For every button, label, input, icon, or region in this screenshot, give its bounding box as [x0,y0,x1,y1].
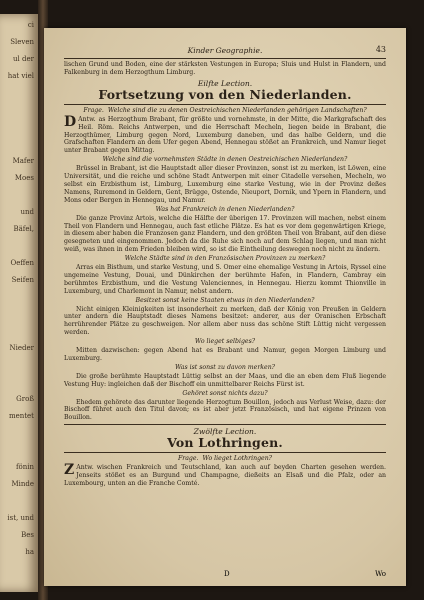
left-page-line [2,359,34,371]
answer-text: as Herzogthum Brabant, für größte und vornehmste, in der Mitte, die Markgrafschaft des Heil. Röm. Reichs Antwerpen, und die Herrschaft Mecheln, liegen beide in Brabant, die Herzogthümer, Limburg gegen Nord, Luxemburg daneben, und das halbe Geldern, und die Grafschaften Flandern an dem Ufer gegen Abend, Hennegau stößet an Frankreich, und Namur lieget unter Brabant gegen Mittag. [64,115,386,155]
left-page-line: mentet [8,412,34,420]
question-label: Frage. [177,455,199,463]
left-page-line [2,189,34,201]
left-page-line: fönin [15,463,34,471]
drop-cap: Z [64,462,75,479]
left-page-line [2,376,34,388]
left-page-line [2,563,34,575]
answer-text: wischen Frankreich und Teutschland, kan auch auf beyden Charten gesehen werden. Jenseits stößet es an Burgund und Champagne, dießeits an Elsaß und die Pfalz, oder an Luxembourg, unten an die Franche Comté. [64,464,386,487]
running-head: Kinder Geographie. [187,46,263,55]
left-page-line [2,104,34,116]
page-number: 43 [375,45,386,54]
lesson-11-heading: Fortsetzung von den Niederlanden. [98,86,352,102]
divider-rule [64,424,386,425]
book-page [44,28,406,586]
left-page-line: hat viel [7,72,34,80]
question: Gehöret sonst nichts dazu? [182,389,268,397]
question-text: Wo lieget Lothringen? [202,455,272,463]
left-page-line [2,444,34,456]
question: Was ist sonst zu davon merken? [174,363,275,371]
lesson-11-title: Eilfte Lection. [197,78,253,88]
left-page-line: Minde [11,480,34,488]
left-page-line [2,308,34,320]
answer [64,464,386,488]
question: Besitzet sonst keine Staaten etwas in den Niederlanden? [135,296,315,304]
left-page-line: ha [25,548,34,556]
left-page-edge [0,14,38,592]
left-page-line: ist, und [7,514,34,522]
left-page-line: und [20,208,34,216]
left-page-line: ci [27,21,34,29]
answer-label: Antw. [76,464,94,472]
answer-text: Arras ein Bisthum, und starke Vestung, und S. Omer eine ehemalige Vestung in Artois, Ryssel eine ungemeine Vestung, Douai, und Dünkirchen der berühmte Hafen, in Flandern, Cambray ein berühmtes Erzbisthum, und die Vestung Valenciennes, in Hennegau. Hierzu kommt Thionville in Luxemburg, und Charlemont in Namur, nebst andern. [64,264,386,295]
question [64,107,386,115]
lesson-12-title: Zwölfte Lection. [193,427,257,437]
question: Was hat Frankreich in denen Niederlanden? [155,205,295,213]
left-page-line: Bes [21,531,34,539]
answer-text: Die ganze Provinz Artois, welche die Hälfte der überigen 17. Provinzen will machen, nebst einem Theil von Flandern und Hennegau, auch fast etliche Plätze. Es hat es vor dem gegenwärtigen Kriege, in diesem aber haben die Franzosen ganz Flandern, und den größten Theil von Brabant, auf den diese gesegneten und eingenommen. Jedoch da die Ruhe sich noch auf dem Schlag liegen, und man nicht weiß, was ihnen in dem Frieden bleiben wird, so ist die Eintheilung deswegen noch nicht zu ändern. [64,214,386,254]
left-page-line: Nieder [9,344,34,352]
left-page-line: Sleven [10,38,34,46]
drop-cap: D [64,113,77,130]
left-page-line [2,325,34,337]
page-content [64,46,386,488]
answer-text: Mitten dazwischen: gegen Abend hat es Brabant und Namur, gegen Morgen Limburg und Luxemburg. [64,347,386,362]
left-page-line [2,138,34,150]
answer-label: Antw. [78,115,96,123]
page-header [64,46,386,59]
answer-text: Nicht einigen Kleinigkeiten ist insonderheit zu merken, daß der König von Preußen in Geldern unter andern die Hauptstadt dieses Namens besitzet: anderer, aus der Oranischen Erbschaft herrührender Plätze zu geschweigen. Nor allem aber nuss das schöne Stift Lüttig nicht vergessen werden. [64,305,386,337]
divider-rule [64,104,386,105]
left-page-line: Seifen [11,276,34,284]
question-text: Welche sind die zu denen Oestreichischen Niederlanden gehörigen Landschaften? [107,106,367,114]
question-label: Frage. [83,106,104,114]
question: Wo lieget selbiges? [194,338,256,346]
left-page-line [2,427,34,439]
left-page-line: ul der [13,55,34,63]
catchword: Wo [375,570,386,578]
divider-rule [64,452,386,453]
left-page-line [2,580,34,592]
answer-text: Ehedem gehörete das darunter liegende Herzogtum Bouillon, jedoch aus Verlust Weise, dazu: der Bischoff führet auch den Titul davon; es ist aber jetzt Französisch, und hat eigene Prinzen von Bouillon. [64,398,386,422]
answer-text: Die große berühmte Hauptstadt Lüttig selbst an der Maas, und die an eben dem Fluß liegende Vestung Huy: ingleichen daß der Bischoff ein unmittelbarer Reichs Fürst ist. [64,372,386,388]
left-page-line: Oeffen [10,259,34,267]
left-page-line [2,495,34,507]
left-page-line [2,121,34,133]
left-page-line: Bäfel, [13,225,34,233]
left-page-line [2,240,34,252]
question: Welche sind die vornehmsten Städte in denen Oestreichischen Niederlanden? [102,156,348,164]
intro-paragraph: lischen Grund und Boden, eine der stärksten Vestungen in Europa; Sluis und Hulst in Flandern, und Falkenburg in dem Herzogthum Limburg. [64,61,386,76]
left-page-line: Moes [14,174,34,182]
left-page-line: Mafer [12,157,34,165]
question [64,455,386,463]
left-page-line [2,291,34,303]
answer [64,113,386,156]
left-page-line: Groß [16,395,34,403]
answer-text: Brüssel in Brabant, ist die Hauptstadt aller dieser Provinzen, sonst ist zu merken, ist Löwen, eine Universität, und die reiche und schöne Stadt Antwerpen mit einer Citadelle versehen, Mecheln, wo selbst ein Erzbisthum ist, Limburg, Luxemburg eine starke Vestung, wie in der Provinz deßes Namens, Ruremond in Geldern, Gent, Brügge, Ostende, Nieuport, Dornik, und Ypern in Flandern, und Mons oder Bergen in Hennegau, und Namur. [64,165,386,204]
signature-mark: D [224,570,230,578]
question: Welche Städte sind in den Französischen Provinzen zu merken? [124,255,326,263]
lesson-12-heading: Von Lothringen. [167,435,283,451]
left-page-line [2,87,34,99]
